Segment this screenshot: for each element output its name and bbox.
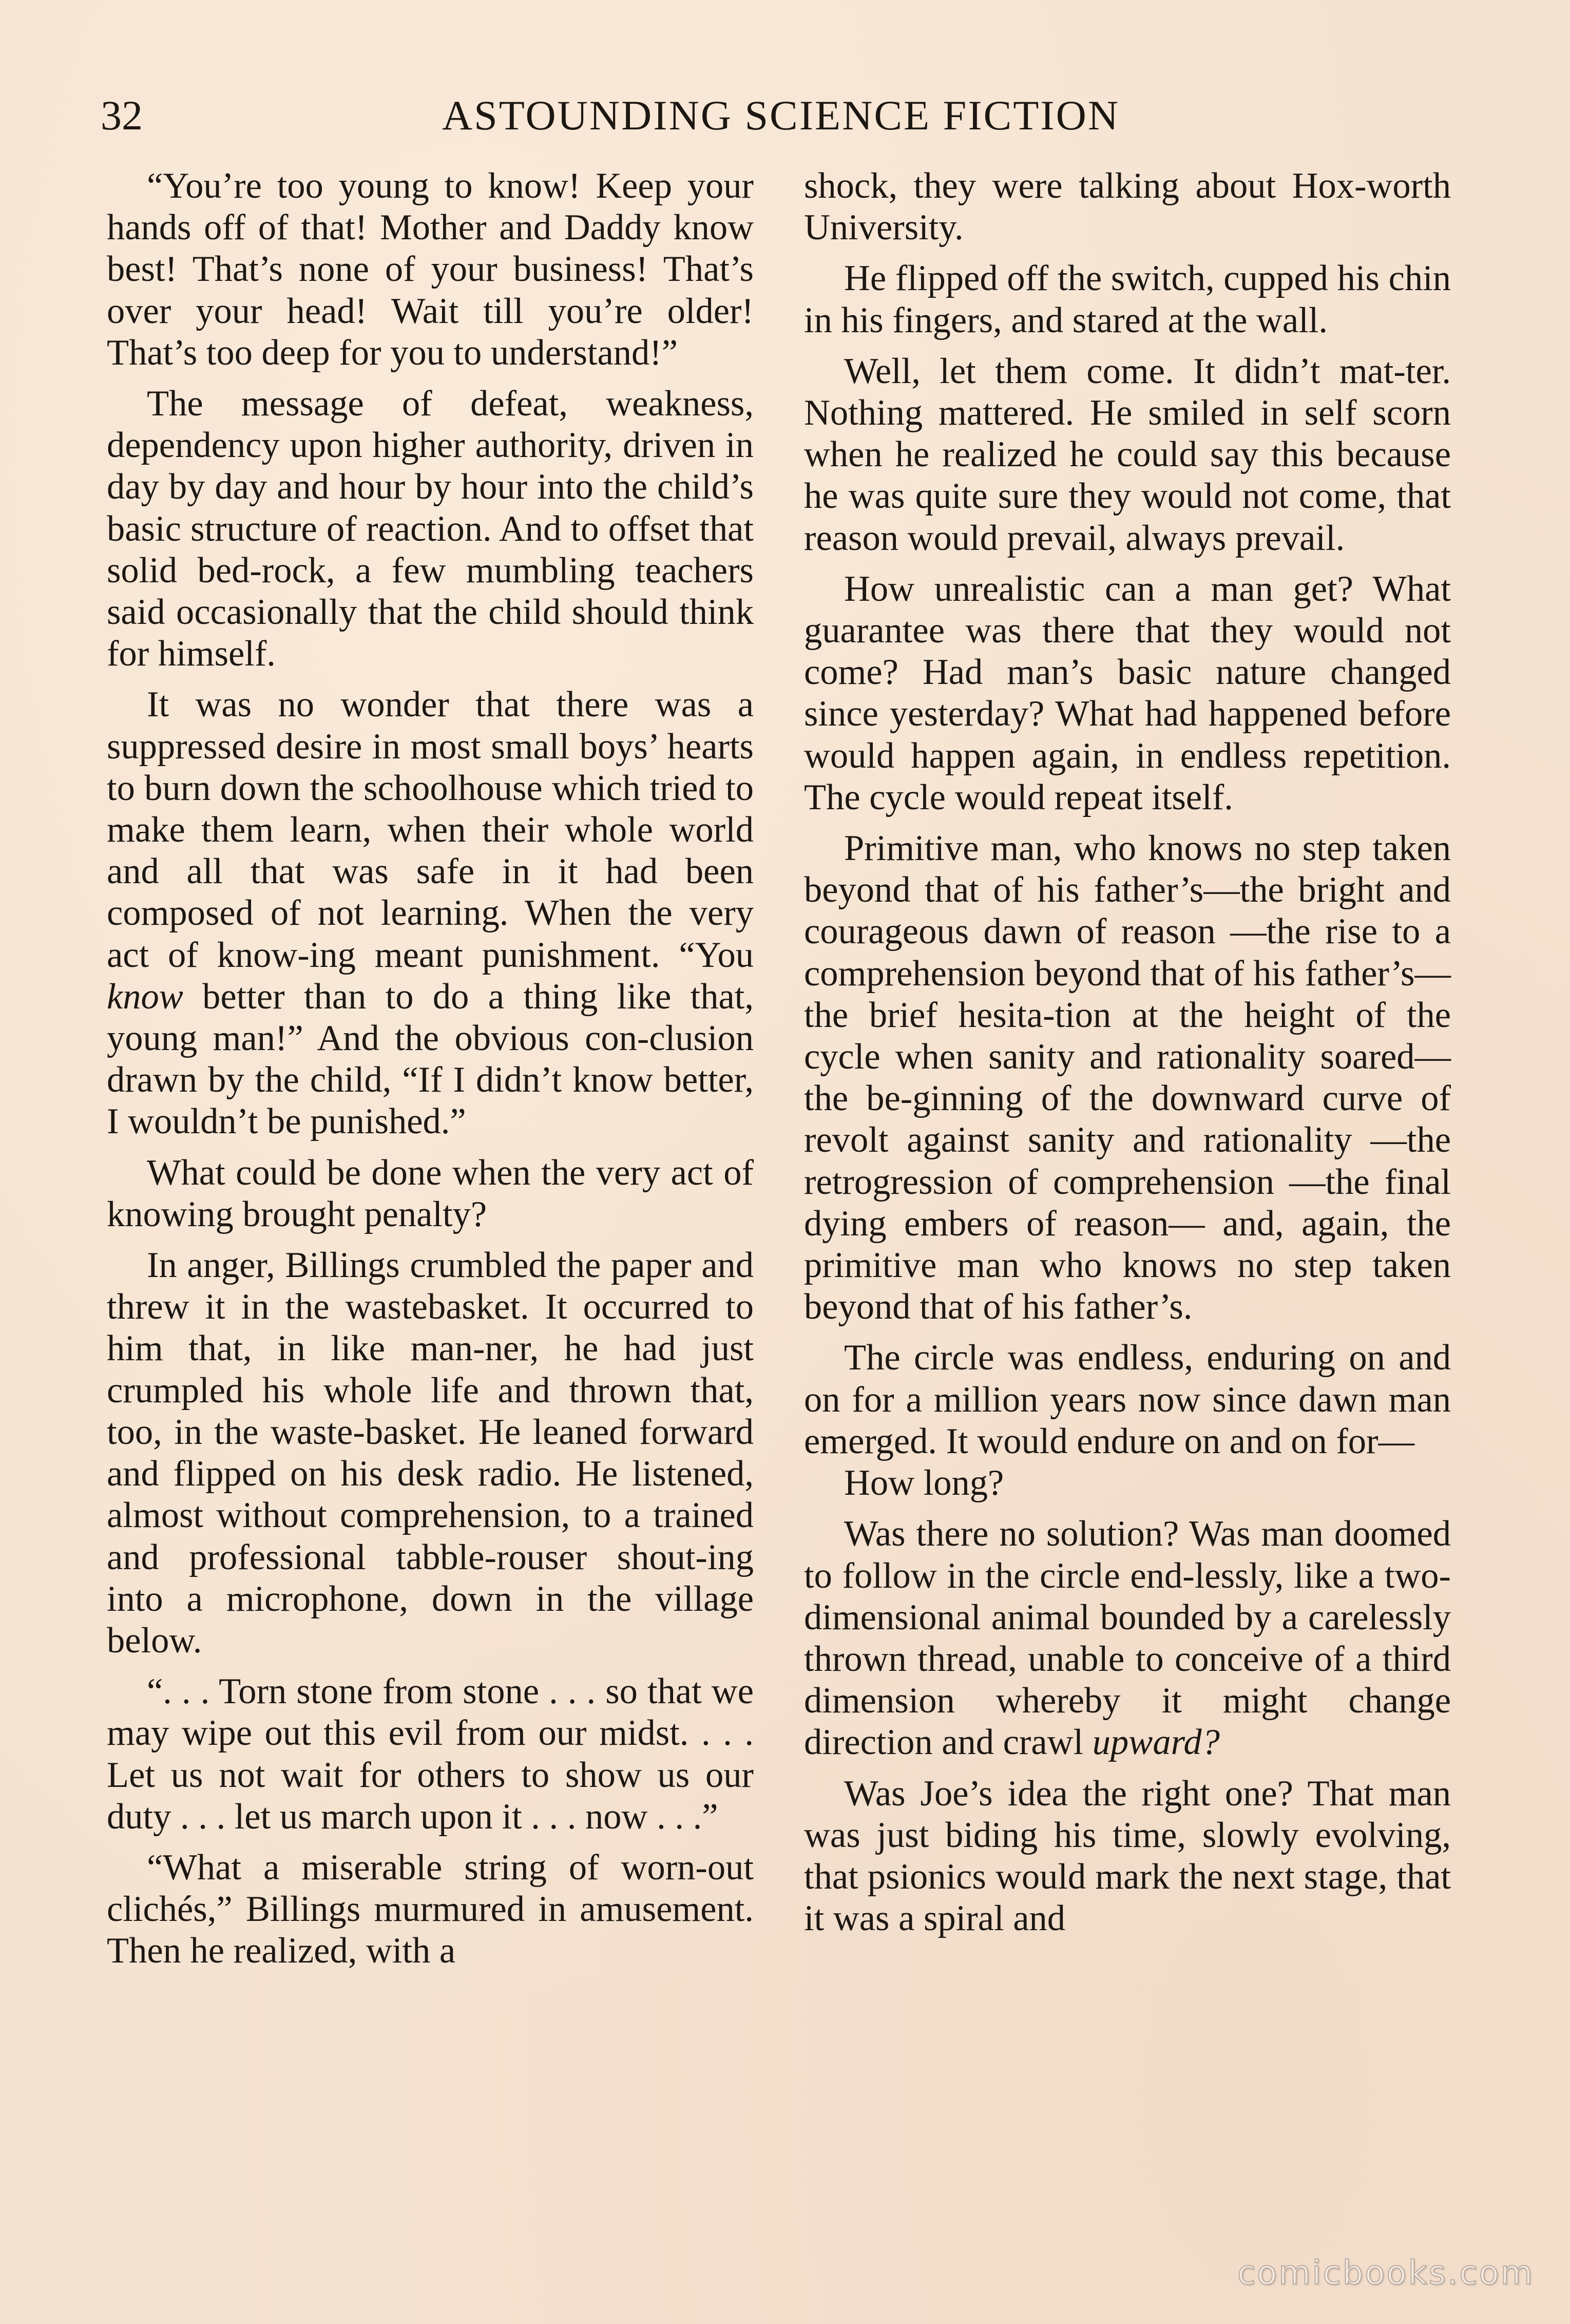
paragraph: “You’re too young to know! Keep your hands off of that! Mother and Daddy know best! That’s none of your business! That’s over your head! Wait till you’re older! That’s too deep for you to understand!”: [107, 166, 754, 373]
paragraph: [107, 684, 754, 1142]
paragraph: How unrealistic can a man get? What guarantee was there that they would not come? Had man’s basic nature changed since yesterday? What had happened before would happen again, in endless repetition. The cycle would repeat itself.: [804, 568, 1451, 817]
paragraph: The circle was endless, enduring on and on for a million years now since dawn man emerged. It would endure on and on for—: [804, 1338, 1451, 1461]
emphasis-know: know: [107, 976, 183, 1017]
paragraph-text: It was no wonder that there was a suppressed desire in most small boys’ hearts to burn down the schoolhouse which tried to make them learn, when their whole world and all that was safe in it had been composed of not learning. When the very act of know-ing meant punishment. “You know better than to do a thing like that, young man!” And the obvious con-clusion drawn by the child, “If I didn’t know better, I wouldn’t be punished.”: [107, 684, 754, 1142]
paragraph-continued: shock, they were talking about Hox-worth University.: [804, 166, 1451, 248]
paragraph: “. . . Torn stone from stone . . . so that we may wipe out this evil from our midst. . . . Let us not wait for others to show us our duty . . . let us march upon it . . . now . . .”: [107, 1671, 754, 1837]
page-header: [101, 87, 1461, 144]
page-number: 32: [101, 92, 143, 139]
paragraph: Was Joe’s idea the right one? That man was just biding his time, slowly evolving, that psionics would mark the next stage, that it was a spiral and: [804, 1773, 1451, 1939]
paragraph: In anger, Billings crumbled the paper and threw it in the wastebasket. It occurred to him that, in like man-ner, he had just crumpled his whole life and thrown that, too, in the waste-basket. He leaned forward and flipped on his desk radio. He listened, almost without comprehension, to a trained and professional tabble-rouser shout-ing into a microphone, down in the village below.: [107, 1245, 754, 1661]
right-column: [804, 165, 1451, 1939]
paragraph-text: Was there no solution? Was man doomed to follow in the circle end-lessly, like a two-dimensional animal bounded by a carelessly thrown thread, unable to conceive of a third dimension whereby it might change direction and crawl: [804, 1514, 1451, 1763]
paragraph: What could be done when the very act of knowing brought penalty?: [107, 1152, 754, 1234]
paragraph: Primitive man, who knows no step taken beyond that of his father’s—the bright and courageous dawn of reason —the rise to a comprehension beyond that of his father’s—the brief hesita-tion at the height of the cycle when sanity and rationality soared—the be-ginning of the downward curve of revolt against sanity and rationality —the retrogression of comprehension —the final dying embers of reason— and, again, the primitive man who knows no step taken beyond that of his father’s.: [804, 828, 1451, 1327]
paragraph: How long?: [844, 1463, 1004, 1503]
running-head: ASTOUNDING SCIENCE FICTION: [442, 92, 1120, 139]
emphasis-upward: upward?: [1092, 1722, 1220, 1763]
left-column: [107, 165, 754, 1972]
watermark: comicbooks.com: [1237, 2254, 1534, 2292]
paragraph: He flipped off the switch, cupped his chin in his fingers, and stared at the wall.: [804, 258, 1451, 340]
paragraph: The message of defeat, weakness, dependency upon higher authority, driven in day by day and hour by hour into the child’s basic structure of reaction. And to offset that solid bed-rock, a few mumbling teachers said occasionally that the child should think for himself.: [107, 384, 754, 674]
paragraph: “What a miserable string of worn-out clichés,” Billings murmured in amusement. Then he realized, with a: [107, 1847, 754, 1971]
paragraph: Well, let them come. It didn’t mat-ter. Nothing mattered. He smiled in self scorn when he realized he could say this because he was quite sure they would not come, that reason would prevail, always prevail.: [804, 351, 1451, 558]
paragraph: [804, 1513, 1451, 1763]
